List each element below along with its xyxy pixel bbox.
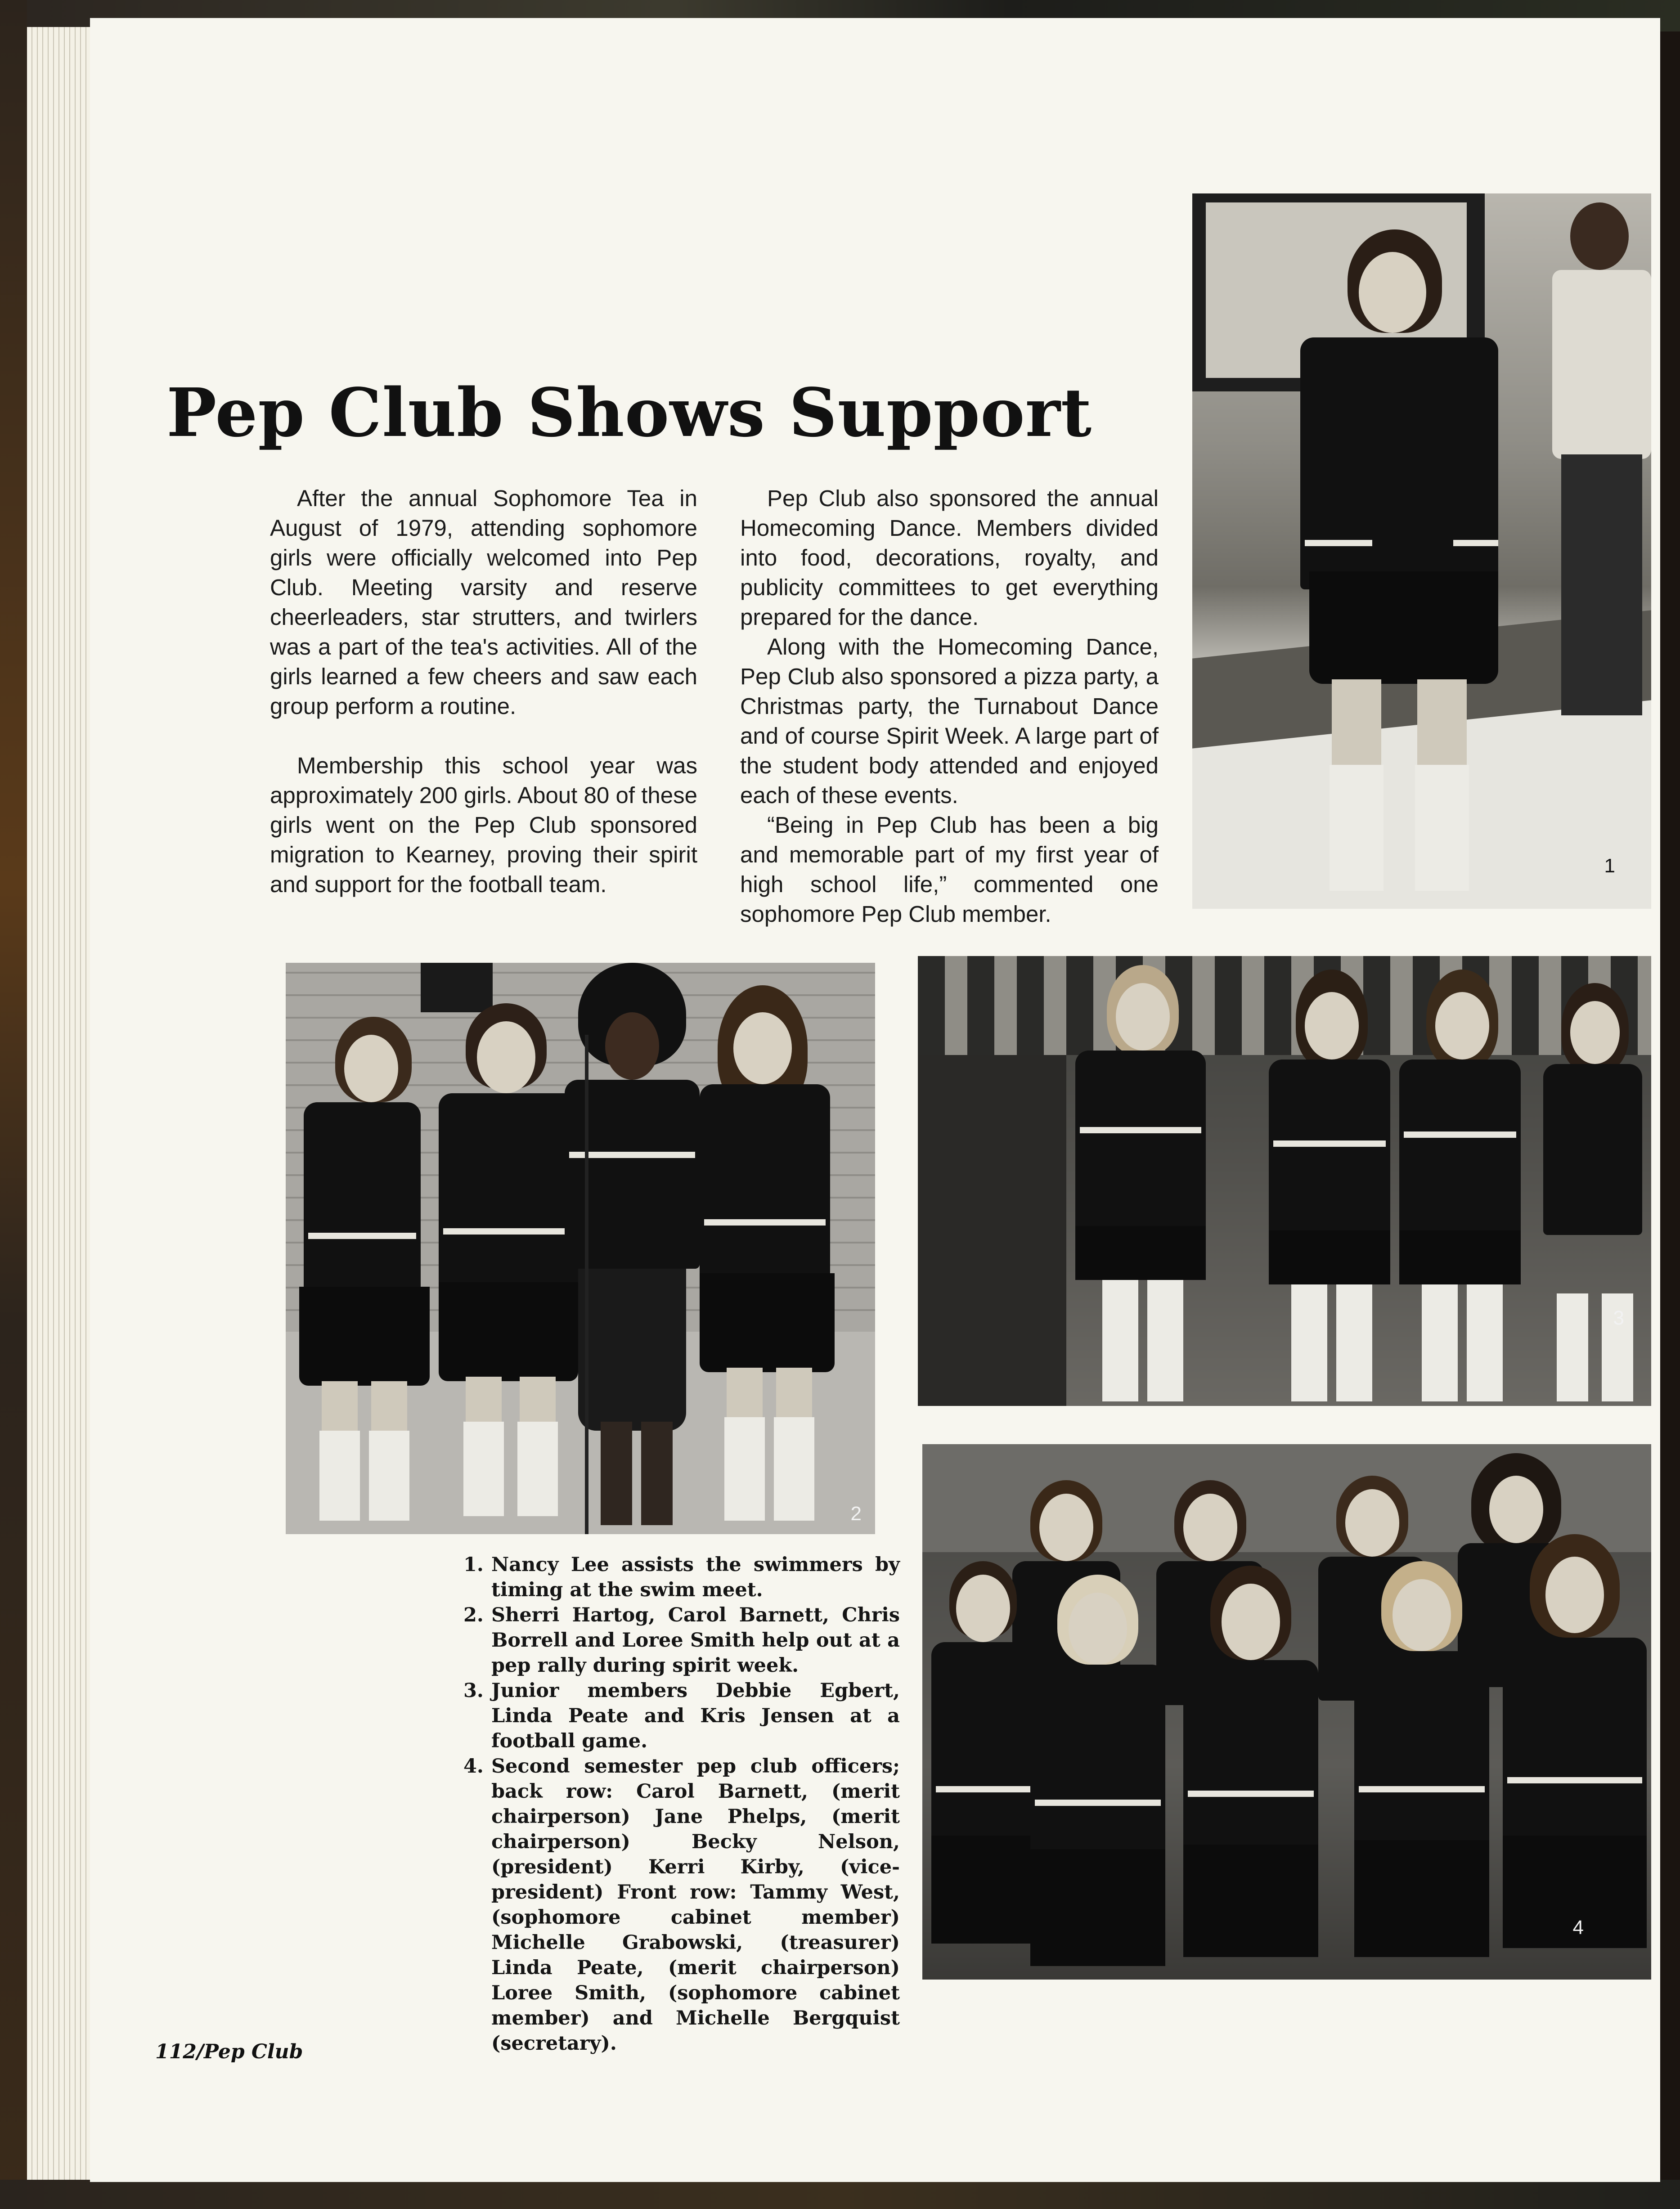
caption-item <box>463 1678 900 1754</box>
photo-1 <box>1192 193 1651 909</box>
paragraph: Membership this school year was approximately 200 girls. About 80 of these girls went on the Pep Club sponsored migration to Kearney, proving their spirit and support for the football team. <box>270 753 697 897</box>
paragraph: Pep Club also sponsored the annual Homecoming Dance. Members divided into food, decorations, royalty, and publicity committees to get everything prepared for the dance. <box>740 485 1159 630</box>
caption-number: 1. <box>463 1553 484 1576</box>
caption-item <box>463 1603 900 1678</box>
photo-number: 4 <box>1572 1917 1584 1939</box>
caption-number: 3. <box>463 1679 484 1702</box>
caption-text: Second semester pep club officers; back row: Carol Barnett, (merit chairperson) Jane Phelps, (merit chairperson) Becky Nelson, (president) Kerri Kirby, (vice-president) Front row: Tammy West, (sophomore cabinet member) Michelle Grabowski, (treasurer) Linda Peate, (merit chairperson) Loree Smith, (sophomore cabinet member) and Michelle Bergquist (secretary). <box>491 1755 900 2055</box>
caption-item <box>463 1552 900 1603</box>
body-column-2 <box>740 484 1159 929</box>
caption-item <box>463 1754 900 2056</box>
photo-captions <box>463 1552 900 2056</box>
caption-text: Nancy Lee assists the swimmers by timing at the swim meet. <box>491 1553 900 1601</box>
scan-border-left <box>0 0 27 2209</box>
caption-text: Junior members Debbie Egbert, Linda Peate and Kris Jensen at a football game. <box>491 1679 900 1752</box>
photo-3 <box>918 956 1651 1406</box>
caption-text: Sherri Hartog, Carol Barnett, Chris Borrell and Loree Smith help out at a pep rally during spirit week. <box>491 1604 900 1677</box>
caption-number: 2. <box>463 1604 484 1626</box>
photo-number: 2 <box>850 1503 862 1525</box>
caption-number: 4. <box>463 1755 484 1778</box>
paragraph: After the annual Sophomore Tea in August of 1979, attending sophomore girls were officially welcomed into Pep Club. Meeting varsity and reserve cheerleaders, star strutters, and twirlers was a part of the tea's activities. All of the girls learned a few cheers and saw each group perform a routine. <box>270 485 697 719</box>
page-headline: Pep Club Shows Support <box>166 373 1092 452</box>
book-page-edges <box>27 27 90 2180</box>
page-folio: 112/Pep Club <box>155 2040 303 2063</box>
photo-number: 3 <box>1613 1307 1624 1329</box>
paragraph: Along with the Homecoming Dance, Pep Club also sponsored a pizza party, a Christmas party, the Turnabout Dance and of course Spirit Week. A large part of the student body attended and enjoyed each of these events. <box>740 634 1159 808</box>
paragraph: “Being in Pep Club has been a big and memorable part of my first year of high school life,” commented one sophomore Pep Club member. <box>740 812 1159 927</box>
photo-2 <box>286 963 875 1534</box>
photo-4 <box>922 1444 1651 1980</box>
scan-border-bottom <box>0 2180 1680 2209</box>
body-column-1 <box>270 484 697 899</box>
photo-number: 1 <box>1604 855 1615 877</box>
